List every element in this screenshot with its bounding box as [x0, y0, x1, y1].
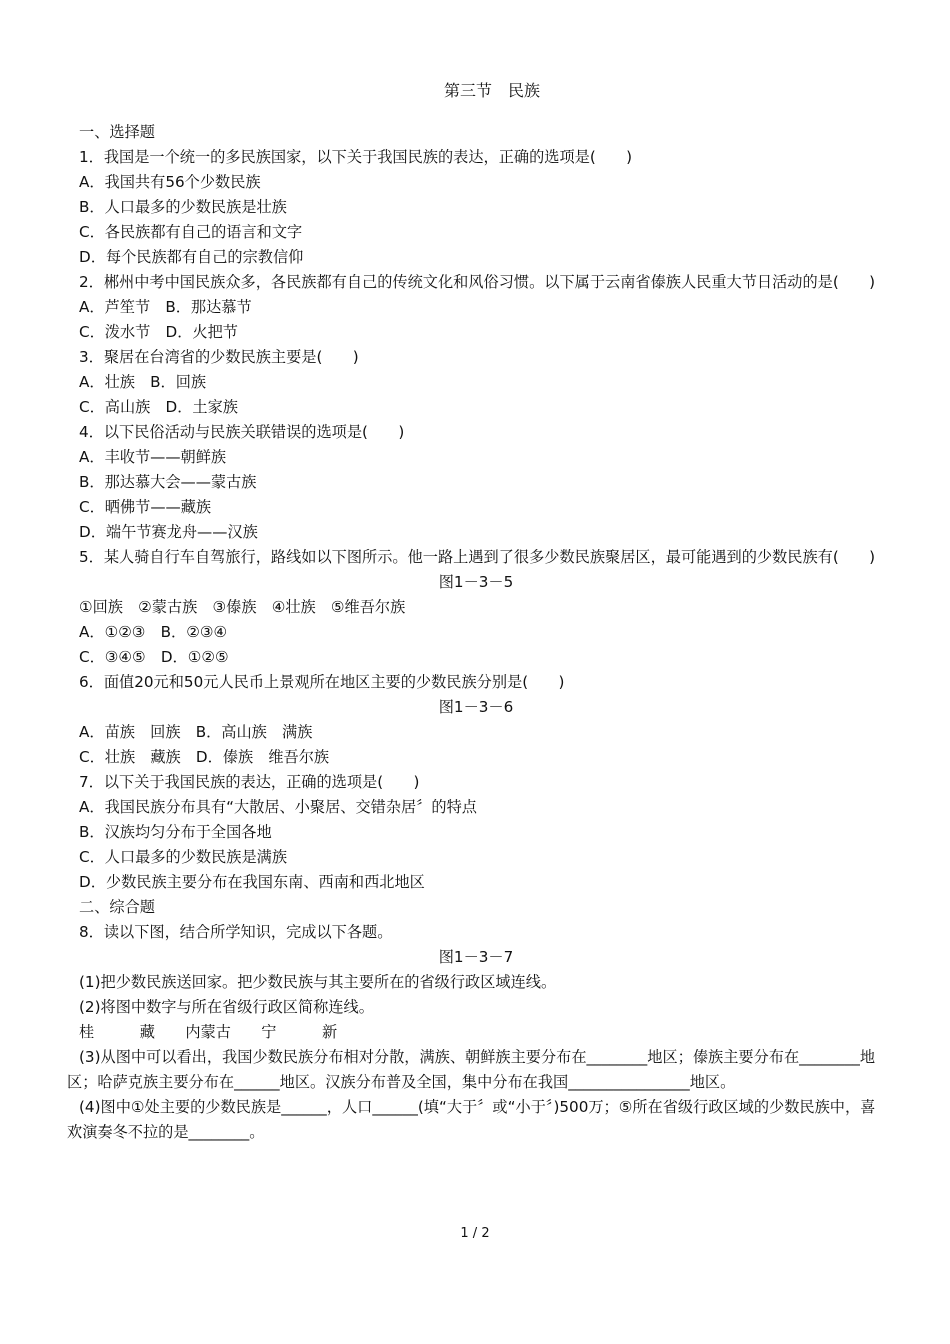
question-4-option-c: C．晒佛节——藏族: [79, 498, 212, 516]
question-6-stem: 6．面值20元和50元人民币上景观所在地区主要的少数民族分别是( ): [79, 673, 565, 691]
question-5-stem: 5．某人骑自行车自驾旅行，路线如以下图所示。他一路上遇到了很多少数民族聚居区，最可能遇到的少数民族有( ): [79, 548, 876, 566]
document-body: [67, 120, 885, 1145]
question-8-part-1: (1)把少数民族送回家。把少数民族与其主要所在的省级行政区域连线。: [79, 973, 557, 991]
page-number: 1 / 2: [460, 1226, 490, 1241]
question-8-part-2: (2)将图中数字与所在省级行政区简称连线。: [79, 998, 374, 1016]
question-3-options-ab: A．壮族 B．回族: [79, 373, 207, 391]
question-3-options-cd: C．高山族 D．土家族: [79, 398, 238, 416]
question-2-options-cd: C．泼水节 D．火把节: [79, 323, 238, 341]
question-6-options-ab: A．苗族 回族 B．高山族 满族: [79, 723, 313, 741]
question-1-option-c: C．各民族都有自己的语言和文字: [79, 223, 303, 241]
question-5-options-ab: A．①②③ B．②③④: [79, 623, 228, 641]
question-5-items: ①回族 ②蒙古族 ③傣族 ④壮族 ⑤维吾尔族: [79, 598, 406, 616]
question-7-option-c: C．人口最多的少数民族是满族: [79, 848, 288, 866]
province-abbreviations: 桂 藏 内蒙古 宁 新: [79, 1023, 338, 1041]
question-4-option-b: B．那达慕大会——蒙古族: [79, 473, 257, 491]
section-heading: 二、综合题: [79, 898, 155, 916]
question-1-option-b: B．人口最多的少数民族是壮族: [79, 198, 287, 216]
question-8-part-4: (4)图中①处主要的少数民族是______，人口______(填“大于〞或“小于〞)500万；⑤所在省级行政区域的少数民族中，喜欢演奏冬不拉的是________。: [67, 1098, 876, 1141]
question-2-options-ab: A．芦笙节 B．那达慕节: [79, 298, 252, 316]
question-1-option-a: A．我国共有56个少数民族: [79, 173, 261, 191]
question-4-option-d: D．端午节赛龙舟——汉族: [79, 523, 258, 541]
figure-caption: 图1－3－5: [438, 573, 514, 591]
section-heading: 一、选择题: [79, 123, 155, 141]
question-2-stem: 2．郴州中考中国民族众多，各民族都有自己的传统文化和风俗习惯。以下属于云南省傣族人民重大节日活动的是( ): [79, 273, 876, 291]
question-7-option-b: B．汉族均匀分布于全国各地: [79, 823, 272, 841]
question-7-option-d: D．少数民族主要分布在我国东南、西南和西北地区: [79, 873, 425, 891]
question-6-options-cd: C．壮族 藏族 D．傣族 维吾尔族: [79, 748, 330, 766]
figure-caption: 图1－3－7: [438, 948, 514, 966]
question-4-option-a: A．丰收节——朝鲜族: [79, 448, 227, 466]
question-8-stem: 8．读以下图，结合所学知识，完成以下各题。: [79, 923, 393, 941]
question-7-option-a: A．我国民族分布具有“大散居、小聚居、交错杂居〞的特点: [79, 798, 477, 816]
question-7-stem: 7．以下关于我国民族的表达，正确的选项是( ): [79, 773, 420, 791]
question-1-stem: 1．我国是一个统一的多民族国家，以下关于我国民族的表达，正确的选项是( ): [79, 148, 633, 166]
question-5-options-cd: C．③④⑤ D．①②⑤: [79, 648, 229, 666]
question-4-stem: 4．以下民俗活动与民族关联错误的选项是( ): [79, 423, 405, 441]
question-1-option-d: D．每个民族都有自己的宗教信仰: [79, 248, 304, 266]
figure-caption: 图1－3－6: [438, 698, 514, 716]
page-title: 第三节 民族: [443, 81, 540, 100]
question-8-part-3: (3)从图中可以看出，我国少数民族分布相对分散，满族、朝鲜族主要分布在________地区；傣族主要分布在________地区；哈萨克族主要分布在______地区。汉族分布普及全国，集中分布在我国________________地区。: [67, 1048, 876, 1091]
question-3-stem: 3．聚居在台湾省的少数民族主要是( ): [79, 348, 359, 366]
